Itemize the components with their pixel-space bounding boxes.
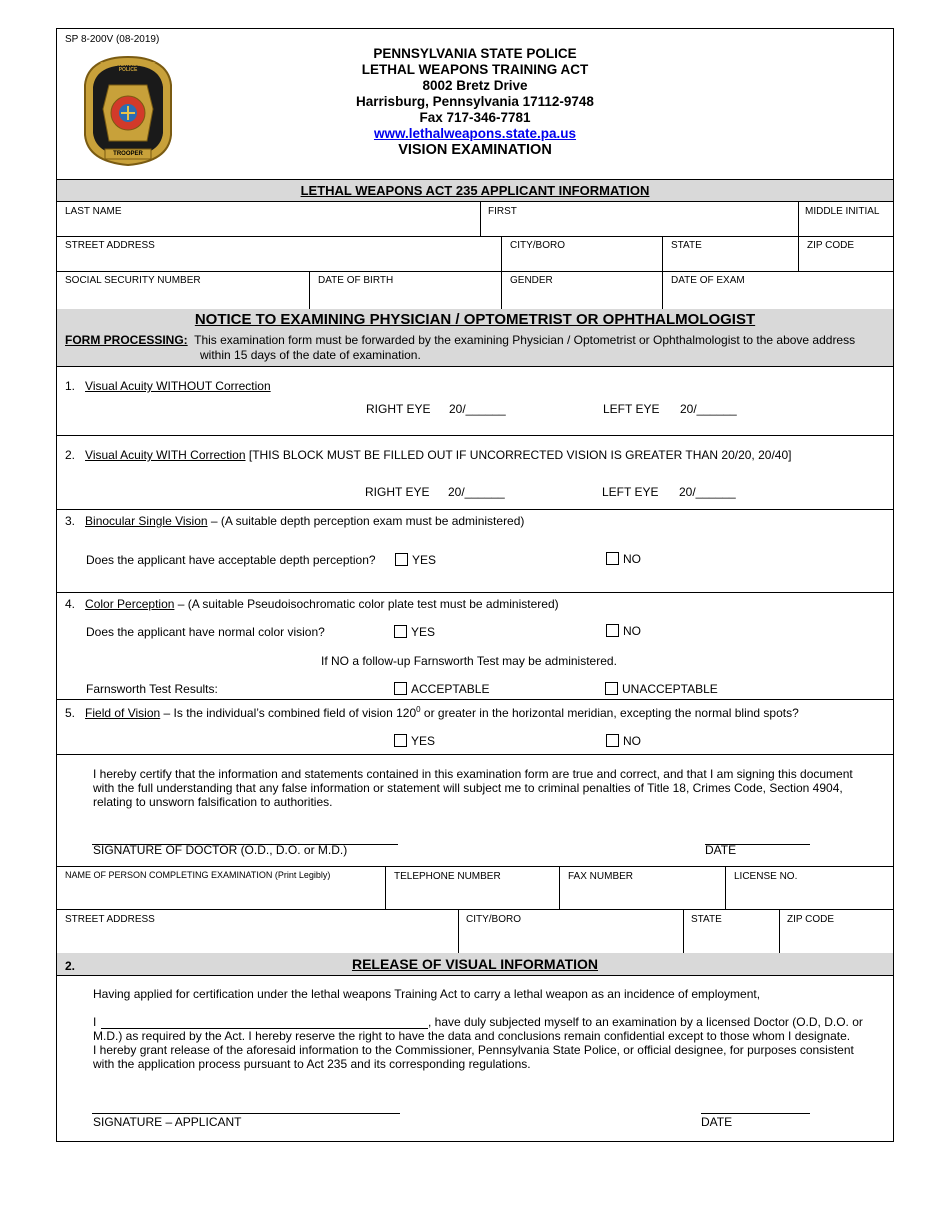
q4-title: Color Perception [85, 597, 175, 611]
ssn-field[interactable]: SOCIAL SECURITY NUMBER [65, 275, 201, 286]
q1-heading [65, 379, 271, 393]
release-line-4: with the application process pursuant to Act 235 and its corresponding regulations. [93, 1057, 531, 1071]
street-address-field[interactable]: STREET ADDRESS [65, 240, 155, 251]
farnsworth-unacceptable-option[interactable] [605, 682, 718, 696]
seal-text-top: PENNSYLVANIA STATE POLICE [100, 62, 156, 73]
q2-title: Visual Acuity WITH Correction [85, 448, 246, 462]
q5-description-b: or greater in the horizontal meridian, excepting the normal blind spots? [420, 706, 799, 720]
gender-field[interactable]: GENDER [510, 275, 553, 286]
q4-yes-option[interactable] [394, 625, 435, 639]
q3-description: – (A suitable depth perception exam must be administered) [207, 514, 525, 528]
q4-yes-checkbox[interactable] [394, 625, 407, 638]
vision-exam-form [56, 28, 894, 1142]
q5-yes-label: YES [411, 734, 436, 748]
q3-question: Does the applicant have acceptable depth perception? [86, 553, 376, 567]
examiner-state-field[interactable]: STATE [691, 914, 722, 925]
agency-header [257, 46, 693, 158]
release-line-1: , have duly subjected myself to an examination by a licensed Doctor (O.D, D.O. or [428, 1015, 863, 1029]
q5-yes-checkbox[interactable] [394, 734, 407, 747]
release-intro: Having applied for certification under the lethal weapons Training Act to carry a lethal weapon as an incidence of employment, [93, 987, 761, 1001]
q4-no-checkbox[interactable] [606, 624, 619, 637]
release-body [93, 1029, 893, 1071]
acceptable-checkbox[interactable] [394, 682, 407, 695]
release-title: RELEASE OF VISUAL INFORMATION [351, 956, 599, 972]
q3-no-label: NO [623, 552, 641, 566]
q5-no-checkbox[interactable] [606, 734, 619, 747]
certification-line-2: with the full understanding that any false information or statement will subject me to criminal penalties of Title 18, Crimes Code, Section 4904, [93, 781, 843, 795]
date-of-exam-field[interactable]: DATE OF EXAM [671, 275, 745, 286]
q1-left-eye-label: LEFT EYE [603, 402, 660, 416]
q1-title: Visual Acuity WITHOUT Correction [85, 379, 271, 393]
q3-yes-option[interactable] [395, 553, 436, 567]
examiner-zip-field[interactable]: ZIP CODE [787, 914, 835, 925]
first-name-field[interactable]: FIRST [488, 206, 517, 217]
dob-field[interactable]: DATE OF BIRTH [318, 275, 394, 286]
form-title: VISION EXAMINATION [398, 142, 552, 158]
q3-heading [65, 514, 524, 528]
applicant-date-label: DATE [701, 1115, 733, 1129]
doctor-date-label: DATE [705, 843, 737, 857]
middle-initial-field[interactable]: MIDDLE INITIAL [805, 206, 880, 217]
examiner-city-field[interactable]: CITY/BORO [466, 914, 522, 925]
q5-yes-option[interactable] [394, 734, 435, 748]
doctor-signature-label: SIGNATURE OF DOCTOR (O.D., D.O. or M.D.) [93, 843, 348, 857]
certification-line-1: I hereby certify that the information and statements contained in this examination form are true and correct, and that I am signing this document [93, 767, 853, 781]
q2-left-eye-input[interactable]: 20/______ [679, 485, 736, 499]
q4-description: – (A suitable Pseudoisochromatic color plate test must be administered) [174, 597, 559, 611]
q1-left-eye-input[interactable]: 20/______ [680, 402, 737, 416]
release-i: I [93, 1015, 97, 1029]
form-processing-notice [65, 333, 890, 347]
agency-name: PENNSYLVANIA STATE POLICE [373, 46, 577, 61]
q3-title: Binocular Single Vision [85, 514, 208, 528]
applicant-date-line[interactable] [701, 1113, 810, 1114]
q4-followup-note: If NO a follow-up Farnsworth Test may be administered. [321, 654, 617, 668]
city-boro-field[interactable]: CITY/BORO [510, 240, 566, 251]
last-name-field[interactable]: LAST NAME [65, 206, 122, 217]
q5-no-label: NO [623, 734, 641, 748]
q2-right-eye-label: RIGHT EYE [365, 485, 430, 499]
examiner-license-field[interactable]: LICENSE NO. [734, 871, 798, 882]
applicant-signature-label: SIGNATURE – APPLICANT [93, 1115, 242, 1129]
release-number: 2. [65, 959, 76, 973]
q4-no-label: NO [623, 624, 641, 638]
q3-no-checkbox[interactable] [606, 552, 619, 565]
examiner-telephone-field[interactable]: TELEPHONE NUMBER [394, 871, 501, 882]
release-line-2: M.D.) as required by the Act. I hereby reserve the right to have the data and conclusions remain confidential except to those whom I designate. [93, 1029, 851, 1043]
q1-number: 1. [65, 379, 76, 393]
q4-no-option[interactable] [606, 624, 641, 638]
q4-number: 4. [65, 597, 76, 611]
notice-title: NOTICE TO EXAMINING PHYSICIAN / OPTOMETRIST OR OPHTHALMOLOGIST [194, 311, 756, 328]
examiner-name-field[interactable]: NAME OF PERSON COMPLETING EXAMINATION (Print Legibly) [65, 870, 331, 880]
q4-yes-label: YES [411, 625, 436, 639]
agency-street: 8002 Bretz Drive [422, 78, 528, 93]
q5-title: Field of Vision [85, 706, 161, 720]
form-processing-text: This examination form must be forwarded by the examining Physician / Optometrist or Ophthalmologist to the above address [194, 333, 856, 347]
q4-question: Does the applicant have normal color vision? [86, 625, 325, 639]
seal-text-bottom: TROOPER [113, 151, 143, 157]
q5-description-a: – Is the individual’s combined field of vision 120 [160, 706, 417, 720]
q1-right-eye-input[interactable]: 20/______ [449, 402, 506, 416]
unacceptable-label: UNACCEPTABLE [622, 682, 718, 696]
certification-text [93, 767, 893, 809]
form-id: SP 8-200V (08-2019) [65, 34, 160, 45]
q2-left-eye-label: LEFT EYE [602, 485, 659, 499]
q3-number: 3. [65, 514, 76, 528]
q5-no-option[interactable] [606, 734, 641, 748]
q2-heading [65, 448, 791, 462]
release-line-3: I hereby grant release of the aforesaid information to the Commissioner, Pennsylvania State Police, or official designee, for purposes consistent [93, 1043, 854, 1057]
acceptable-label: ACCEPTABLE [411, 682, 490, 696]
examiner-street-field[interactable]: STREET ADDRESS [65, 914, 155, 925]
applicant-section-title: LETHAL WEAPONS ACT 235 APPLICANT INFORMATION [300, 183, 650, 198]
q3-yes-label: YES [412, 553, 437, 567]
q2-note: [THIS BLOCK MUST BE FILLED OUT IF UNCORRECTED VISION IS GREATER THAN 20/20, 20/40] [248, 448, 792, 462]
form-processing-label: FORM PROCESSING: [65, 333, 188, 347]
applicant-signature-line[interactable] [92, 1113, 400, 1114]
examiner-fax-field[interactable]: FAX NUMBER [568, 871, 634, 882]
agency-city: Harrisburg, Pennsylvania 17112-9748 [356, 94, 594, 109]
q5-heading [65, 705, 799, 720]
state-field[interactable]: STATE [671, 240, 702, 251]
zip-code-field[interactable]: ZIP CODE [807, 240, 855, 251]
farnsworth-acceptable-option[interactable] [394, 682, 489, 696]
program-name: LETHAL WEAPONS TRAINING ACT [361, 62, 589, 77]
q5-number: 5. [65, 706, 76, 720]
q1-right-eye-label: RIGHT EYE [366, 402, 431, 416]
q3-yes-checkbox[interactable] [395, 553, 408, 566]
agency-fax: Fax 717-346-7781 [419, 110, 531, 125]
unacceptable-checkbox[interactable] [605, 682, 618, 695]
q5-degree-superscript: 0 [416, 705, 421, 714]
farnsworth-label: Farnsworth Test Results: [86, 682, 218, 696]
q2-right-eye-input[interactable]: 20/______ [448, 485, 505, 499]
q2-number: 2. [65, 448, 76, 462]
certification-line-3: relating to unsworn falsification to authorities. [93, 795, 333, 809]
form-processing-text-2: within 15 days of the date of examination. [200, 348, 421, 362]
q3-no-option[interactable] [606, 552, 641, 566]
website-link[interactable]: www.lethalweapons.state.pa.us [373, 126, 577, 141]
q4-heading [65, 597, 559, 611]
